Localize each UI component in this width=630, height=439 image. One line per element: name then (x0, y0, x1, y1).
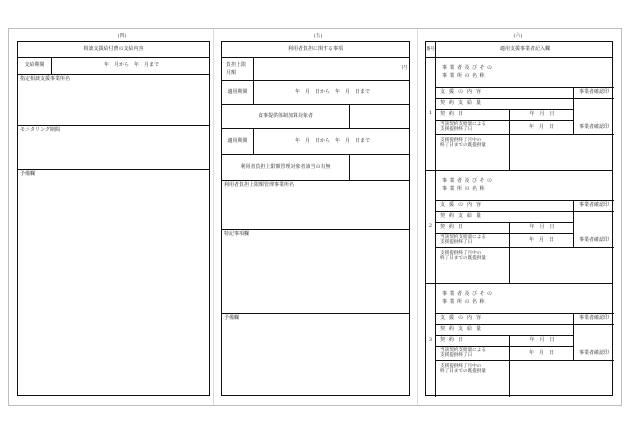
panel4-monitoring[interactable]: モニタリング期間 (18, 126, 209, 170)
end-date-label-1: 当該契約支給量による (440, 235, 486, 240)
panel-provider-entries (425, 41, 613, 396)
remaining-row (436, 248, 510, 284)
provider-block-body (436, 284, 614, 397)
panel6-header-row (426, 42, 612, 58)
panel-support-benefit (17, 41, 210, 396)
provider-confirm-stamp[interactable]: 事業者確認印 (578, 315, 609, 322)
panel5-food-value[interactable] (350, 105, 411, 128)
end-date-label-2: 支援提供終了日 (440, 240, 473, 246)
end-date-row (436, 234, 614, 248)
contract-date-label: 契約日 (436, 110, 510, 120)
yen-unit: 円 (401, 65, 407, 72)
support-content-label: 支援の内容 (436, 314, 574, 324)
panel5-mgmt-value[interactable] (350, 155, 411, 180)
remaining-label-2: 終了日までの既提供量 (440, 256, 486, 262)
provider-confirm-stamp-2[interactable]: 事業者確認印 (578, 236, 609, 243)
support-content-label: 支援の内容 (436, 201, 574, 211)
end-date-value: 年 月 日 (510, 121, 574, 134)
panel5-period-value: 年 月 日から 年 月 日まで (294, 88, 370, 95)
contract-date-row (436, 110, 574, 121)
end-date-label-2: 支援提供終了日 (440, 353, 473, 359)
provider-block-body (436, 58, 614, 170)
panel4-period-row (18, 58, 209, 75)
provider-name-row[interactable] (436, 58, 614, 88)
panel5-notes[interactable]: 特記事項欄 (222, 230, 409, 314)
panel4-header: 相談支援給付費の支給内容 (18, 42, 209, 58)
remaining-label-2: 終了日までの既提供量 (440, 143, 486, 149)
fold-line-1 (213, 29, 214, 405)
contract-date-row (436, 336, 574, 347)
provider-block-body (436, 171, 614, 283)
support-content-label: 支援の内容 (436, 88, 574, 98)
remaining-row (436, 135, 510, 171)
end-date-value: 年 月 日 (510, 347, 574, 360)
contract-amount-row (436, 212, 574, 223)
contract-date-row (436, 223, 574, 234)
panel5-period2-row (222, 129, 409, 155)
remaining-label-1: 支援提供終了月中の (440, 364, 482, 369)
panel5-period-label: 適用期間 (222, 81, 254, 104)
panel5-period2-label: 適用期間 (222, 129, 254, 154)
end-date-label-2: 支援提供終了日 (440, 127, 473, 133)
provider-confirm-stamp-2[interactable]: 事業者確認印 (578, 123, 609, 130)
provider-confirm-stamp[interactable]: 事業者確認印 (578, 89, 609, 96)
contract-amount-row (436, 325, 574, 336)
contract-date-value: 年 月 日 (529, 111, 555, 118)
support-content-row (436, 88, 614, 99)
remaining-row (436, 361, 510, 397)
panel5-period2-value: 年 月 日から 年 月 日まで (294, 137, 370, 144)
panel6-col-label: 番号 (426, 42, 436, 57)
panel5-food-row (222, 105, 409, 129)
end-date-row (436, 121, 614, 135)
end-date-label (436, 121, 510, 134)
panel6-header: 適用支援事業者記入欄 (499, 45, 550, 52)
panel5-limit-row (222, 58, 409, 81)
panel-user-burden (221, 41, 410, 396)
remaining-label-1: 支援提供終了月中の (440, 138, 482, 143)
provider-block-number: 2 (426, 171, 436, 283)
contract-amount-label: 契約支給量 (440, 326, 486, 333)
section-label-4: (四) (117, 33, 127, 39)
end-date-label (436, 347, 510, 360)
provider-block (426, 284, 612, 397)
panel5-header: 利用者負担に関する事項 (222, 42, 409, 58)
end-date-label-1: 当該契約支給量による (440, 122, 486, 127)
panel5-mgmt-label: 利用者負担上限額管理対象者該当の有無 (222, 155, 350, 180)
panel4-period-label: 支給期間 (18, 58, 52, 74)
support-content-row (436, 314, 614, 325)
end-date-row (436, 347, 614, 361)
provider-name-label-2: 事業所の名称 (442, 299, 488, 305)
panel4-period-value: 年 月から 年 月まで (103, 62, 159, 69)
support-content-row (436, 201, 614, 212)
panel5-mgmt-row (222, 155, 409, 181)
contract-amount-label: 契約支給量 (440, 100, 486, 107)
remaining-label-1: 支援提供終了月中の (440, 251, 482, 256)
section-label-6: (六) (513, 33, 523, 39)
panel4-office-name[interactable]: 指定相談支援事業所名 (18, 75, 209, 126)
end-date-label-1: 当該契約支給量による (440, 348, 486, 353)
provider-block-number: 3 (426, 284, 436, 397)
provider-block-number: 1 (426, 58, 436, 170)
provider-name-row[interactable] (436, 284, 614, 314)
remaining-label-2: 終了日までの既提供量 (440, 369, 486, 375)
provider-confirm-stamp[interactable]: 事業者確認印 (578, 202, 609, 209)
provider-block (426, 58, 612, 171)
contract-date-label: 契約日 (436, 336, 510, 346)
end-date-value: 年 月 日 (510, 234, 574, 247)
contract-amount-label: 契約支給量 (440, 213, 486, 220)
contract-date-value: 年 月 日 (529, 337, 555, 344)
end-date-label (436, 234, 510, 247)
fold-line-2 (417, 29, 418, 405)
provider-name-label-1: 事業者及びその (442, 291, 495, 297)
contract-date-label: 契約日 (436, 223, 510, 233)
panel5-food-label: 食事提供体制加算対象者 (222, 105, 350, 128)
panel5-mgmt-office[interactable]: 利用者負担上限額管理事業所名 (222, 181, 409, 230)
panel5-period-row (222, 81, 409, 105)
panel5-reserve[interactable]: 予備欄 (224, 315, 240, 321)
contract-amount-row (436, 99, 574, 110)
panel5-limit-label-line2: 月額 (226, 69, 237, 76)
provider-name-row[interactable] (436, 171, 614, 201)
panel4-reserve[interactable]: 予備欄 (20, 171, 36, 177)
panel5-limit-value[interactable] (254, 58, 411, 80)
panel5-limit-label (222, 58, 254, 80)
panel5-limit-label-line1: 負担上限 (226, 62, 247, 68)
provider-name-label-1: 事業者及びその (442, 178, 495, 184)
provider-name-label-2: 事業所の名称 (442, 73, 488, 79)
contract-date-value: 年 月 日 (529, 224, 555, 231)
provider-confirm-stamp-2[interactable]: 事業者確認印 (578, 349, 609, 356)
provider-name-label-2: 事業所の名称 (442, 186, 488, 192)
section-label-5: (五) (313, 33, 323, 39)
provider-block (426, 171, 612, 284)
provider-name-label-1: 事業者及びその (442, 65, 495, 71)
